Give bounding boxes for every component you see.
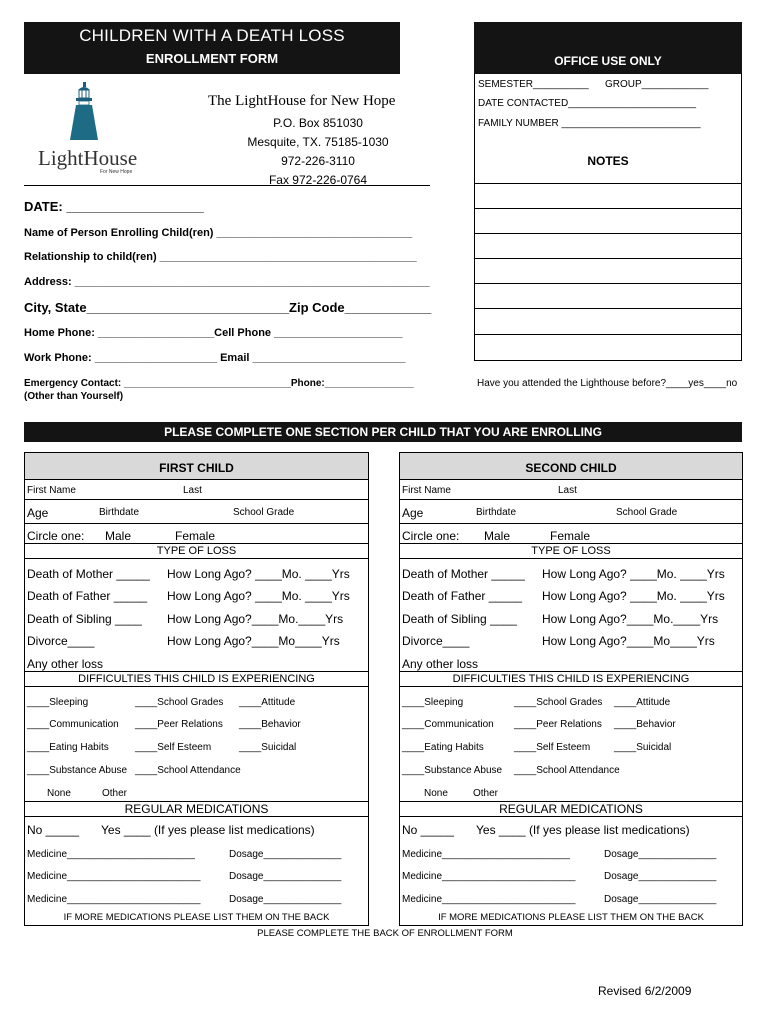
death-of-mother-field[interactable]: Death of Mother _____ xyxy=(402,567,525,581)
medications-yes-option[interactable]: Yes ____ (If yes please list medications) xyxy=(101,823,315,837)
org-name: The LightHouse for New Hope xyxy=(208,93,396,109)
divorce-field[interactable]: Divorce____ xyxy=(402,634,470,648)
none-option[interactable]: None xyxy=(424,788,448,799)
other-option[interactable]: Other xyxy=(473,788,499,799)
medicine-field[interactable]: Medicine________________________ xyxy=(402,894,576,905)
emergency-note: (Other than Yourself) xyxy=(24,391,124,402)
difficulties-heading: DIFFICULTIES THIS CHILD IS EXPERIENCING xyxy=(25,671,368,687)
self-esteem-option[interactable]: ____Self Esteem xyxy=(135,742,212,753)
notes-line[interactable] xyxy=(474,309,742,335)
person-enrolling-field[interactable]: Name of Person Enrolling Child(ren) ________________________________ xyxy=(24,227,413,239)
school-grades-option[interactable]: ____School Grades xyxy=(514,697,603,708)
form-subtitle: ENROLLMENT FORM xyxy=(145,51,279,66)
last-name-field[interactable]: Last xyxy=(558,485,577,496)
office-use-title: OFFICE USE ONLY xyxy=(554,54,662,68)
section-banner: PLEASE COMPLETE ONE SECTION PER CHILD THAT YOU ARE ENROLLING xyxy=(24,422,742,442)
school-grades-option[interactable]: ____School Grades xyxy=(135,697,224,708)
self-esteem-option[interactable]: ____Self Esteem xyxy=(514,742,591,753)
complete-back-note: PLEASE COMPLETE THE BACK OF ENROLLMENT FORM xyxy=(257,928,513,939)
other-option[interactable]: Other xyxy=(102,788,128,799)
birthdate-field[interactable]: Birthdate xyxy=(99,507,140,518)
relationship-field[interactable]: Relationship to child(ren) __________________________________________ xyxy=(24,251,417,263)
semester-field[interactable]: SEMESTER__________ xyxy=(478,79,589,90)
other-loss-field[interactable]: Any other loss xyxy=(402,657,479,671)
female-option[interactable]: Female xyxy=(550,529,591,543)
medications-heading: REGULAR MEDICATIONS xyxy=(25,801,368,817)
how-long-ago-field[interactable]: How Long Ago? ____Mo. ____Yrs xyxy=(167,567,350,581)
logo-text: LightHouse xyxy=(38,146,138,170)
medications-no-option[interactable]: No _____ xyxy=(402,823,455,837)
age-field[interactable]: Age xyxy=(27,506,49,520)
notes-line[interactable] xyxy=(474,284,742,309)
notes-line[interactable] xyxy=(474,234,742,259)
attitude-option[interactable]: ____Attitude xyxy=(239,697,296,708)
circle-one-label: Circle one: xyxy=(27,529,85,543)
medicine-field[interactable]: Medicine________________________ xyxy=(27,871,201,882)
office-use-box xyxy=(474,74,742,184)
how-long-ago-field[interactable]: How Long Ago? ____Mo. ____Yrs xyxy=(167,589,350,603)
first-child-section xyxy=(24,452,369,926)
death-of-father-field[interactable]: Death of Father _____ xyxy=(402,589,523,603)
other-loss-field[interactable]: Any other loss xyxy=(27,657,104,671)
first-name-field[interactable]: First Name xyxy=(27,485,76,496)
male-option[interactable]: Male xyxy=(484,529,511,543)
form-title-banner xyxy=(24,22,400,74)
dosage-field[interactable]: Dosage______________ xyxy=(604,894,717,905)
birthdate-field[interactable]: Birthdate xyxy=(476,507,517,518)
medications-yes-option[interactable]: Yes ____ (If yes please list medications) xyxy=(476,823,690,837)
behavior-option[interactable]: ____Behavior xyxy=(614,719,676,730)
child-heading: FIRST CHILD xyxy=(25,453,368,480)
org-phone: 972-226-3110 xyxy=(281,154,355,168)
attitude-option[interactable]: ____Attitude xyxy=(614,697,671,708)
male-option[interactable]: Male xyxy=(105,529,132,543)
lighthouse-logo xyxy=(38,80,148,180)
communication-option[interactable]: ____Communication xyxy=(402,719,494,730)
behavior-option[interactable]: ____Behavior xyxy=(239,719,301,730)
female-option[interactable]: Female xyxy=(175,529,216,543)
dosage-field[interactable]: Dosage______________ xyxy=(229,849,342,860)
peer-relations-option[interactable]: ____Peer Relations xyxy=(135,719,223,730)
how-long-ago-field[interactable]: How Long Ago?____Mo.____Yrs xyxy=(167,612,344,626)
divider xyxy=(24,185,430,186)
school-attendance-option[interactable]: ____School Attendance xyxy=(135,765,241,776)
org-fax: Fax 972-226-0764 xyxy=(268,173,368,187)
first-name-field[interactable]: First Name xyxy=(402,485,451,496)
child-heading: SECOND CHILD xyxy=(400,453,742,480)
substance-abuse-option[interactable]: ____Substance Abuse xyxy=(27,765,128,776)
death-of-father-field[interactable]: Death of Father _____ xyxy=(27,589,148,603)
none-option[interactable]: None xyxy=(47,788,71,799)
how-long-ago-field[interactable]: How Long Ago?____Mo.____Yrs xyxy=(542,612,719,626)
school-grade-field[interactable]: School Grade xyxy=(233,507,295,518)
notes-label: NOTES xyxy=(587,154,629,168)
group-field[interactable]: GROUP____________ xyxy=(605,79,709,90)
death-of-sibling-field[interactable]: Death of Sibling ____ xyxy=(27,612,142,626)
notes-line[interactable] xyxy=(474,259,742,284)
sleeping-option[interactable]: ____Sleeping xyxy=(27,697,89,708)
revision-date: Revised 6/2/2009 xyxy=(598,984,692,998)
eating-habits-option[interactable]: ____Eating Habits xyxy=(402,742,484,753)
form-title: CHILDREN WITH A DEATH LOSS xyxy=(79,26,345,45)
divorce-field[interactable]: Divorce____ xyxy=(27,634,95,648)
city-state-zip-field[interactable]: City, State____________________________Zip Code____________ xyxy=(24,300,432,315)
eating-habits-option[interactable]: ____Eating Habits xyxy=(27,742,109,753)
communication-option[interactable]: ____Communication xyxy=(27,719,119,730)
peer-relations-option[interactable]: ____Peer Relations xyxy=(514,719,602,730)
logo-small-text: For New Hope xyxy=(100,169,133,175)
dosage-field[interactable]: Dosage______________ xyxy=(229,871,342,882)
how-long-ago-field[interactable]: How Long Ago? ____Mo. ____Yrs xyxy=(542,567,725,581)
substance-abuse-option[interactable]: ____Substance Abuse xyxy=(402,765,503,776)
family-number-field[interactable]: FAMILY NUMBER _________________________ xyxy=(478,118,701,129)
last-name-field[interactable]: Last xyxy=(183,485,202,496)
second-child-section xyxy=(399,452,743,926)
more-medications-note: IF MORE MEDICATIONS PLEASE LIST THEM ON THE BACK xyxy=(438,912,704,923)
death-of-mother-field[interactable]: Death of Mother _____ xyxy=(27,567,150,581)
age-field[interactable]: Age xyxy=(402,506,424,520)
type-of-loss-heading: TYPE OF LOSS xyxy=(400,543,742,559)
office-use-header xyxy=(474,22,742,74)
medicine-field[interactable]: Medicine_______________________ xyxy=(27,849,195,860)
more-medications-note: IF MORE MEDICATIONS PLEASE LIST THEM ON THE BACK xyxy=(63,912,330,923)
school-attendance-option[interactable]: ____School Attendance xyxy=(514,765,620,776)
attended-before-field[interactable]: Have you attended the Lighthouse before?____yes____no xyxy=(477,378,738,389)
medications-no-option[interactable]: No _____ xyxy=(27,823,80,837)
medicine-field[interactable]: Medicine_______________________ xyxy=(402,849,570,860)
difficulties-heading: DIFFICULTIES THIS CHILD IS EXPERIENCING xyxy=(400,671,742,687)
notes-line[interactable] xyxy=(474,335,742,361)
how-long-ago-field[interactable]: How Long Ago?____Mo____Yrs xyxy=(542,634,715,648)
work-phone-email-field[interactable]: Work Phone: ____________________ Email _________________________ xyxy=(24,352,406,364)
circle-one-label: Circle one: xyxy=(402,529,460,543)
org-address1: P.O. Box 851030 xyxy=(273,116,363,130)
dosage-field[interactable]: Dosage______________ xyxy=(229,894,342,905)
emergency-contact-field[interactable]: Emergency Contact: ______________________________Phone:________________ xyxy=(24,378,414,389)
home-cell-phone-field[interactable]: Home Phone: ___________________Cell Phone _____________________ xyxy=(24,327,403,339)
medicine-field[interactable]: Medicine________________________ xyxy=(27,894,201,905)
suicidal-option[interactable]: ____Suicidal xyxy=(239,742,297,753)
medicine-field[interactable]: Medicine________________________ xyxy=(402,871,576,882)
date-contacted-field[interactable]: DATE CONTACTED_______________________ xyxy=(478,98,697,109)
org-address2: Mesquite, TX. 75185-1030 xyxy=(247,135,389,149)
date-field[interactable]: DATE: ___________________ xyxy=(24,199,204,214)
suicidal-option[interactable]: ____Suicidal xyxy=(614,742,672,753)
how-long-ago-field[interactable]: How Long Ago? ____Mo. ____Yrs xyxy=(542,589,725,603)
notes-line[interactable] xyxy=(474,209,742,234)
school-grade-field[interactable]: School Grade xyxy=(616,507,678,518)
dosage-field[interactable]: Dosage______________ xyxy=(604,871,717,882)
sleeping-option[interactable]: ____Sleeping xyxy=(402,697,464,708)
medications-heading: REGULAR MEDICATIONS xyxy=(400,801,742,817)
dosage-field[interactable]: Dosage______________ xyxy=(604,849,717,860)
type-of-loss-heading: TYPE OF LOSS xyxy=(25,543,368,559)
how-long-ago-field[interactable]: How Long Ago?____Mo____Yrs xyxy=(167,634,340,648)
notes-grid[interactable] xyxy=(474,184,742,361)
death-of-sibling-field[interactable]: Death of Sibling ____ xyxy=(402,612,517,626)
notes-line[interactable] xyxy=(474,184,742,209)
address-field[interactable]: Address: __________________________________________________________ xyxy=(24,276,430,288)
